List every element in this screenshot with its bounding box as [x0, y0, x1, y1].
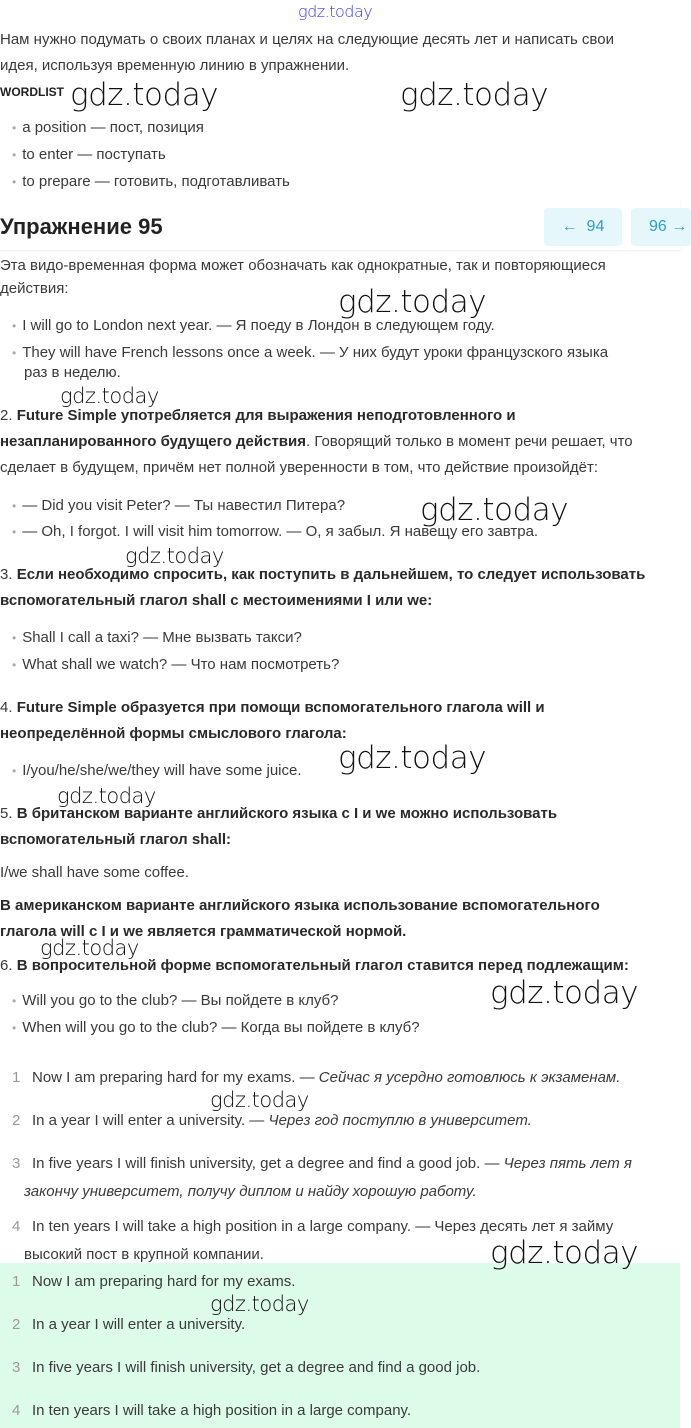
wordlist-item: • to prepare — готовить, подготавливать — [12, 172, 290, 192]
arrow-left-icon: ← — [561, 218, 578, 235]
next-label: 96 — [649, 218, 667, 235]
example: • They will have French lessons once a week. — У них будут уроки французского языка — [12, 343, 608, 363]
example: • Will you go to the club? — Вы пойдете в клуб? — [12, 991, 338, 1011]
answer-item: 1 Now I am preparing hard for my exams. — Сейчас я усердно готовлюсь к экзаменам. — [12, 1069, 621, 1086]
rule-2: незапланированного будущего действия. Говорящий только в момент речи решает, что — [0, 433, 633, 450]
exercise-header — [0, 200, 688, 250]
rule-4: 4. Future Simple образуется при помощи вспомогательного глагола will и — [0, 699, 545, 716]
watermark: gdz.today — [60, 384, 159, 408]
final-item: 1 Now I am preparing hard for my exams. — [12, 1273, 296, 1290]
watermark: gdz.today — [338, 284, 487, 320]
watermark: gdz.today — [70, 77, 219, 113]
wordlist-item: • a position — пост, позиция — [12, 118, 204, 138]
wordlist-label: WORDLIST — [0, 85, 64, 99]
rule-3: 3. Если необходимо спросить, как поступить в дальнейшем, то следует использовать — [0, 566, 646, 583]
intro-line: идея, используя временную линию в упражнении. — [0, 57, 350, 74]
rule-6: 6. В вопросительной форме вспомогательный глагол ставится перед подлежащим: — [0, 957, 629, 974]
answer-item: высокий пост в крупной компании. — [24, 1246, 264, 1263]
watermark: gdz.today — [400, 77, 549, 113]
example: • What shall we watch? — Что нам посмотреть? — [12, 655, 339, 675]
example: I/we shall have some coffee. — [0, 864, 189, 881]
rule-3: вспомогательный глагол shall с местоимениями I или we: — [0, 592, 433, 609]
watermark: gdz.today — [57, 784, 156, 808]
watermark: gdz.today — [40, 936, 139, 960]
arrow-right-icon: → — [671, 218, 688, 235]
watermark: gdz.today — [338, 740, 487, 776]
example: • — Oh, I forgot. I will visit him tomorrow. — О, я забыл. Я навещу его завтра. — [12, 522, 538, 542]
watermark: gdz.today — [298, 2, 373, 21]
watermark: gdz.today — [210, 1292, 309, 1316]
example: • Shall I call a taxi? — Мне вызвать такси? — [12, 628, 302, 648]
watermark: gdz.today — [210, 1088, 309, 1112]
page-title: Упражнение 95 — [0, 214, 163, 239]
watermark: gdz.today — [490, 975, 639, 1011]
theory-line: действия: — [0, 280, 69, 297]
prev-exercise-button[interactable] — [544, 208, 622, 246]
final-item: 4 In ten years I will take a high position in a large company. — [12, 1402, 412, 1419]
next-exercise-button[interactable] — [631, 208, 691, 246]
final-item: 2 In a year I will enter a university. — [12, 1316, 246, 1333]
example: • — Did you visit Peter? — Ты навестил Питера? — [12, 496, 345, 516]
answer-item: 3 In five years I will finish university, get a degree and find a good job. — Через пять лет я — [12, 1155, 632, 1172]
rule-5: 5. В британском варианте английского языка с I и we можно использовать — [0, 805, 558, 822]
rule-american: глагола will с I и we является грамматической нормой. — [0, 923, 407, 940]
example: • When will you go to the club? — Когда вы пойдете в клуб? — [12, 1018, 420, 1038]
prev-label: 94 — [586, 218, 605, 235]
rule-5: вспомогательный глагол shall: — [0, 831, 232, 848]
rule-2: 2. Future Simple употребляется для выражения неподготовленного и — [0, 407, 516, 424]
watermark: gdz.today — [490, 1235, 639, 1271]
example: • I/you/he/she/we/they will have some juice. — [12, 761, 302, 781]
example: • I will go to London next year. — Я поеду в Лондон в следующем году. — [12, 316, 495, 336]
wordlist-item: • to enter — поступать — [12, 145, 166, 165]
rule-4: неопределённой формы смыслового глагола: — [0, 725, 347, 742]
theory-line: Эта видо-временная форма может обозначать как однократные, так и повторяющиеся — [0, 257, 606, 274]
answer-item: 4 In ten years I will take a high position in a large company. — Через десять лет я займу — [12, 1218, 614, 1235]
watermark: gdz.today — [420, 492, 569, 528]
rule-2: сделает в будущем, причём нет полной уверенности в том, что действие произойдёт: — [0, 459, 599, 476]
final-item: 3 In five years I will finish university, get a degree and find a good job. — [12, 1359, 481, 1376]
intro-line: Нам нужно подумать о своих планах и целях на следующие десять лет и написать свои — [0, 31, 614, 48]
watermark: gdz.today — [125, 544, 224, 568]
example: раз в неделю. — [24, 364, 121, 381]
answer-item: 2 In a year I will enter a university. — Через год поступлю в университет. — [12, 1112, 532, 1129]
answer-item: закончу университет, получу диплом и найду хорошую работу. — [24, 1183, 477, 1200]
rule-american: В американском варианте английского языка использование вспомогательного — [0, 897, 600, 914]
